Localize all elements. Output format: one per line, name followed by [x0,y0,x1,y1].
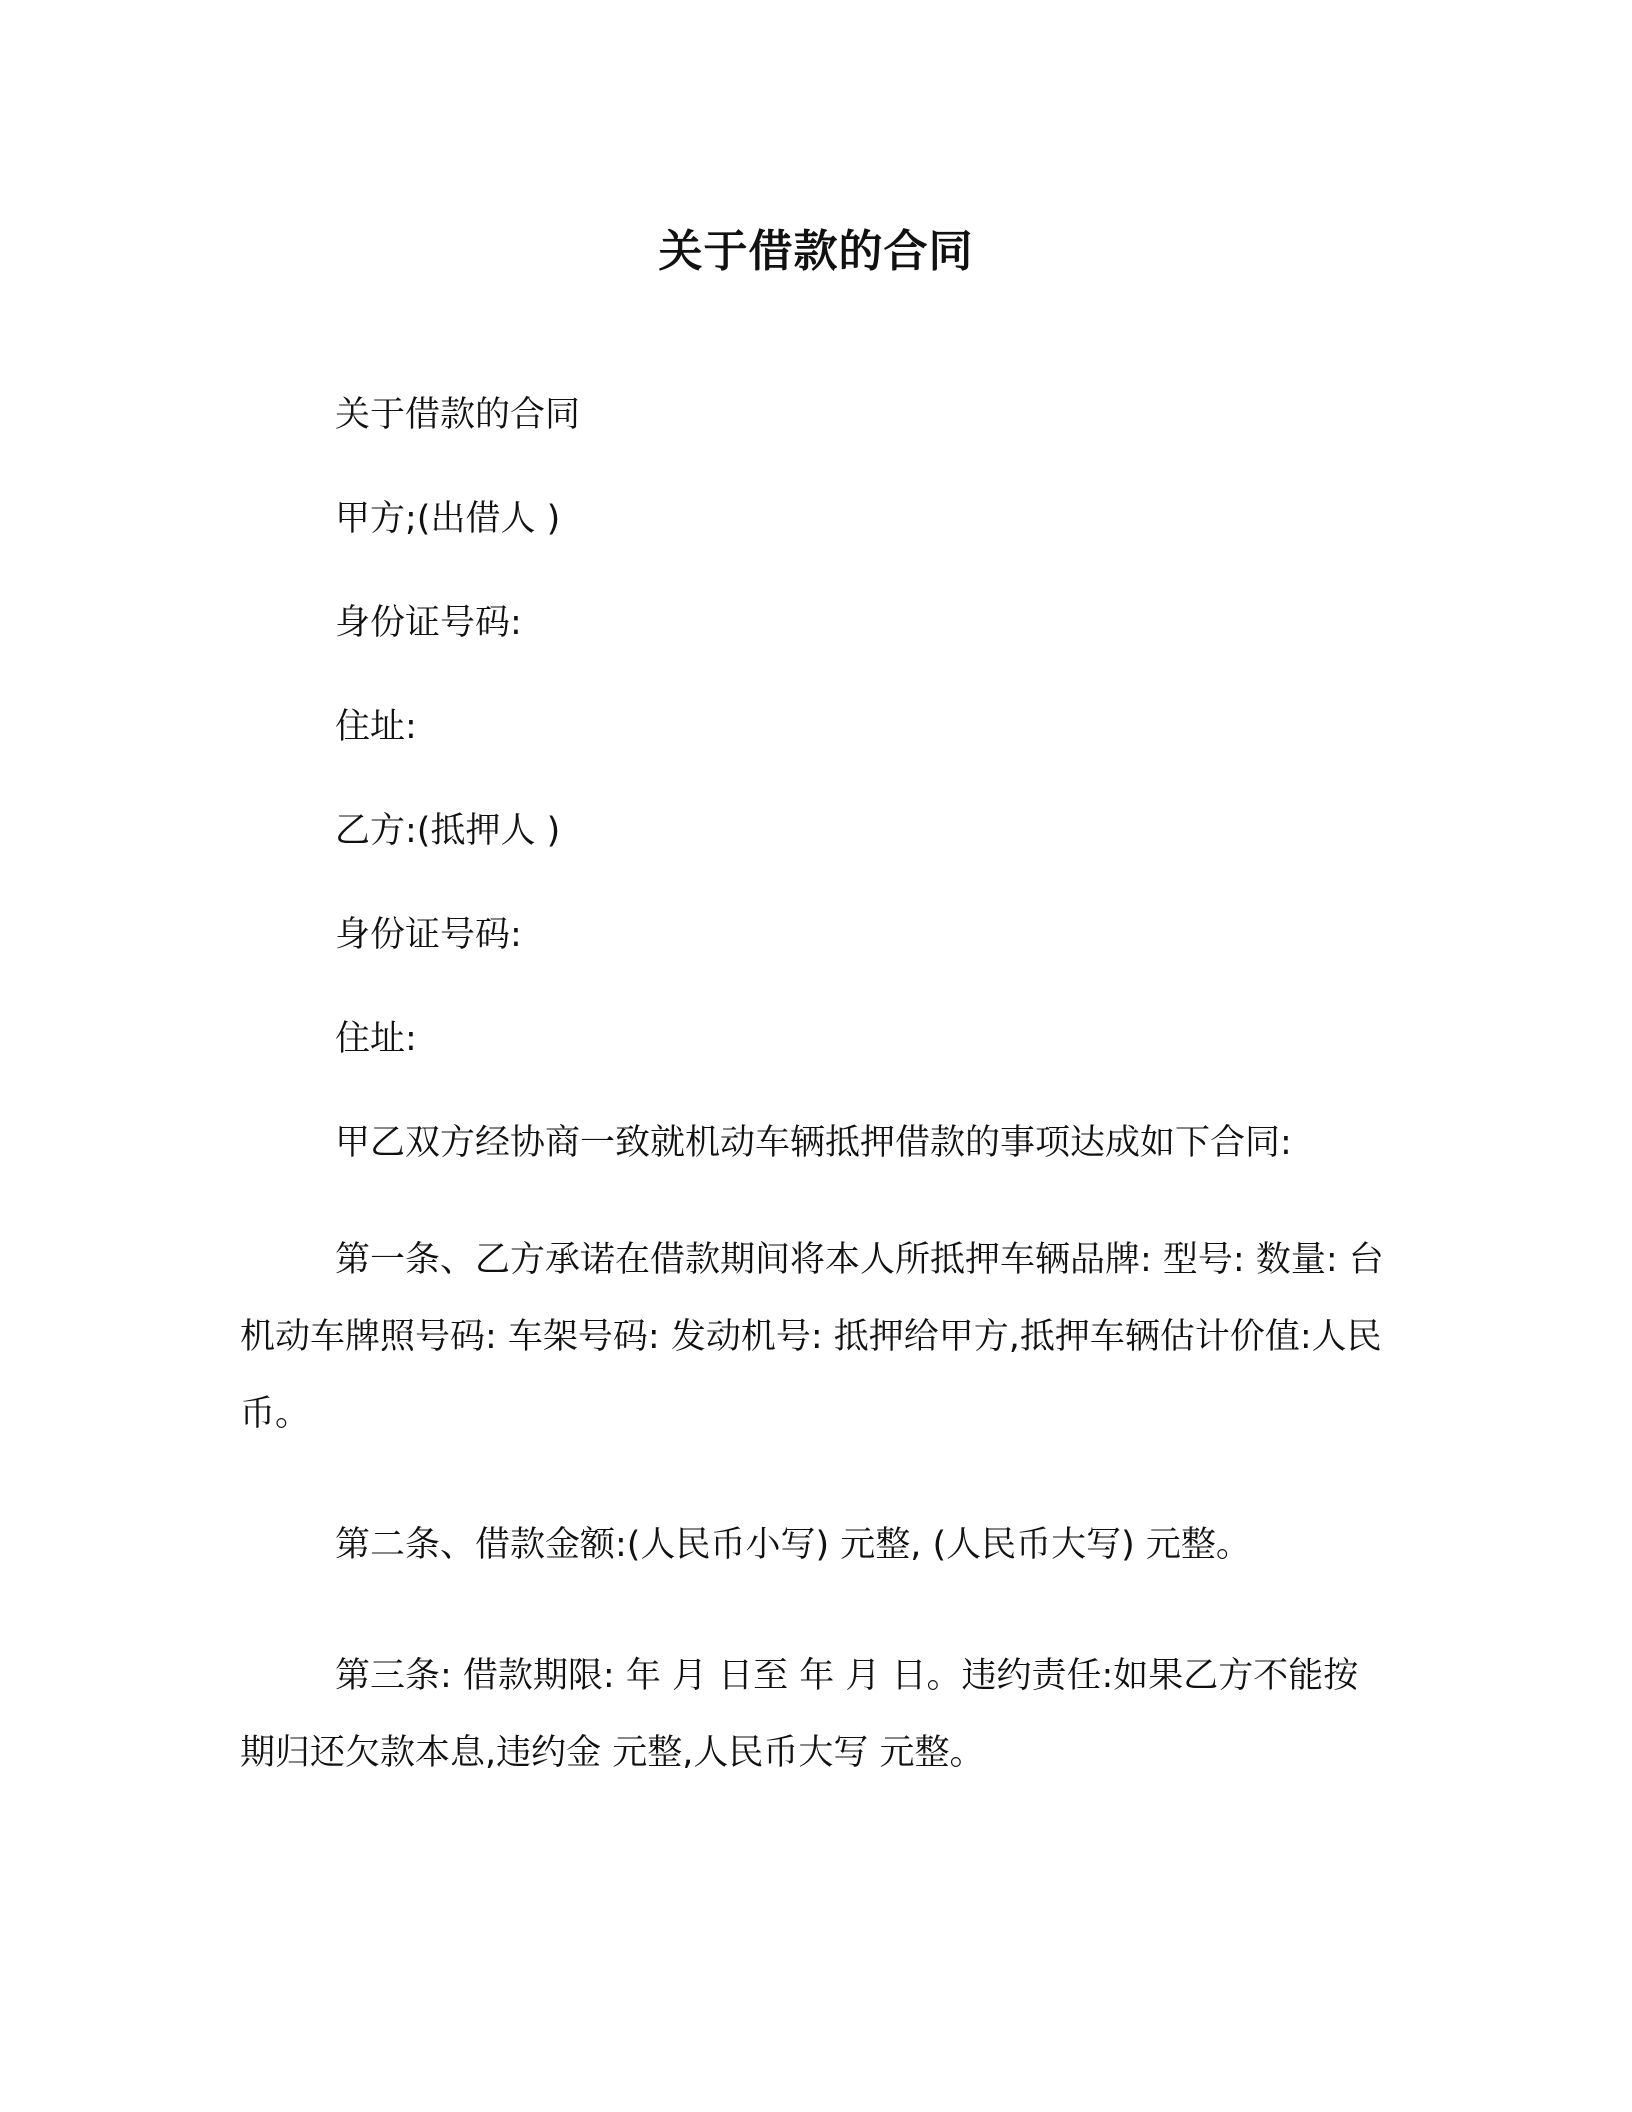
paragraph-party-a-id: 身份证号码: [335,603,522,643]
paragraph-heading: 关于借款的合同 [335,395,581,435]
paragraph-article-2: 第二条、借款金额:(人民币小写) 元整, (人民币大写) 元整。 [335,1525,1251,1565]
paragraph-agreement-intro: 甲乙双方经协商一致就机动车辆抵押借款的事项达成如下合同: [335,1123,1292,1163]
paragraph-party-a-address: 住址: [335,707,417,747]
document-body [240,390,1390,1846]
paragraph-party-b: 乙方:(抵押人 ) [335,811,561,851]
paragraph-party-b-address: 住址: [335,1019,417,1059]
paragraph-article-3: 第三条: 借款期限: 年 月 日至 年 月 日。违约责任:如果乙方不能按期归还欠款本息,违约金 元整,人民币大写 元整。 [240,1656,1359,1773]
paragraph-article-1: 第一条、乙方承诺在借款期间将本人所抵押车辆品牌: 型号: 数量: 台机动车牌照号码: 车架号码: 发动机号: 抵押给甲方,抵押车辆估计价值:人民币。 [240,1240,1384,1434]
paragraph-party-a: 甲方;(出借人 ) [335,499,561,539]
document-title: 关于借款的合同 [658,226,974,277]
paragraph-party-b-id: 身份证号码: [335,915,522,955]
